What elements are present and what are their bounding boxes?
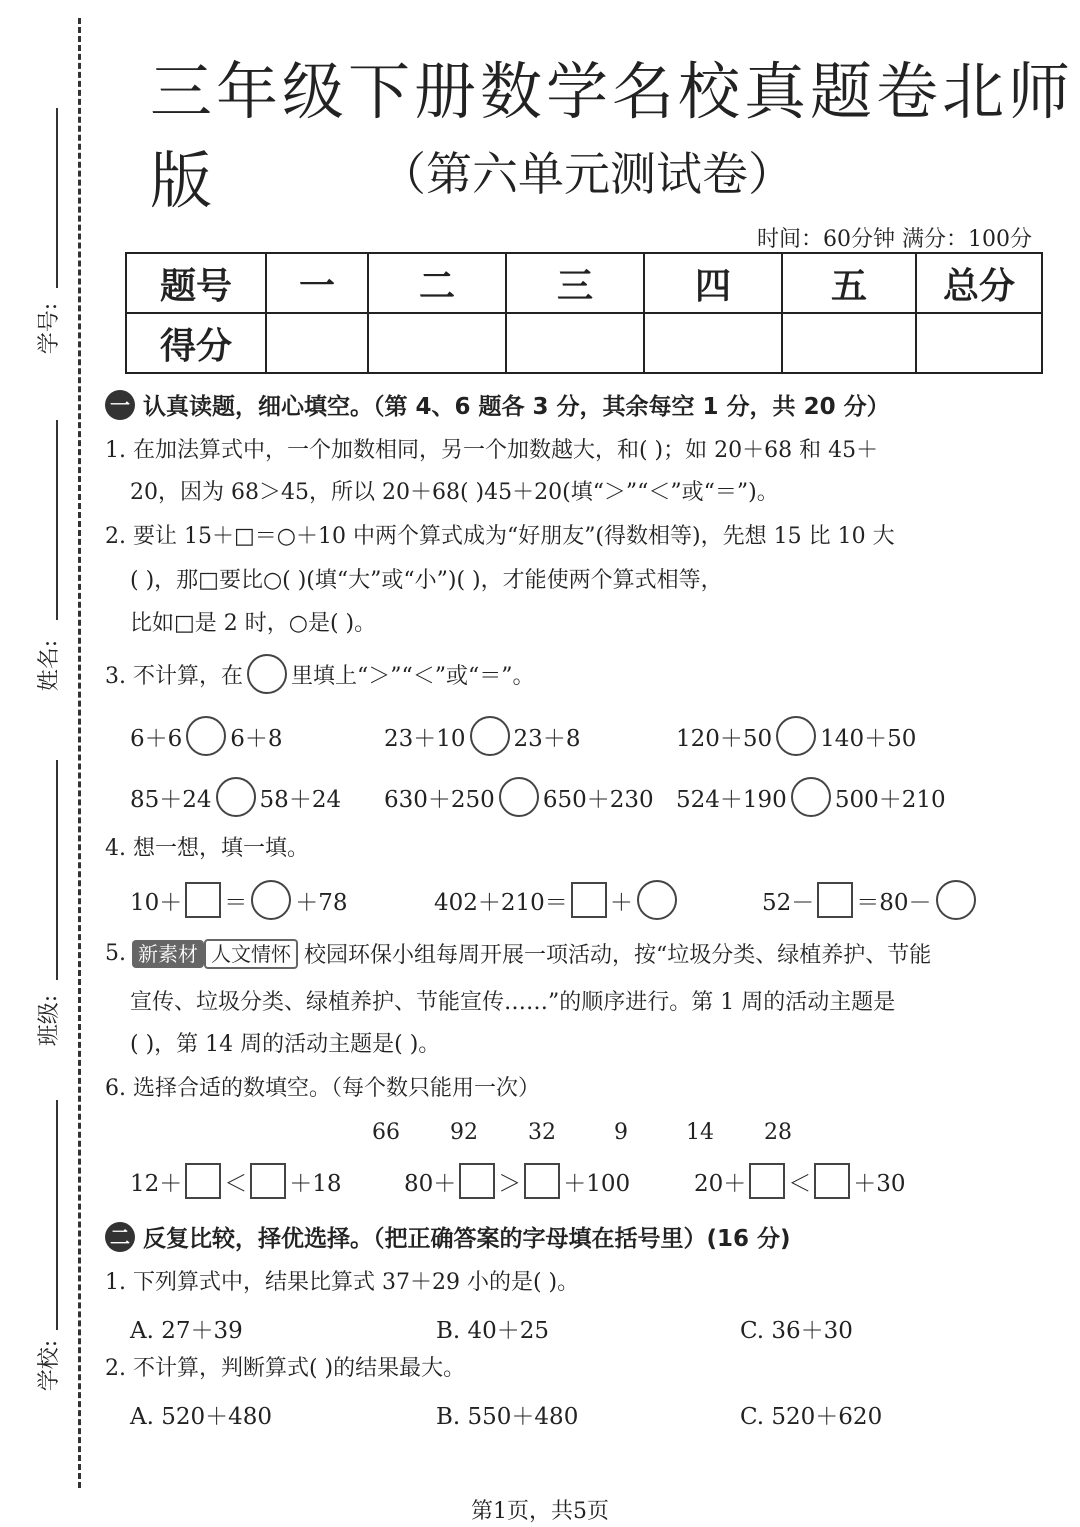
compare-left: 120＋50 <box>676 725 773 752</box>
question-1-2-line1: 2. 要让 15＋□＝○＋10 中两个算式成为“好朋友”(得数相等)，先想 15 比 10 大 <box>105 524 895 549</box>
answer-square[interactable] <box>250 1163 286 1199</box>
compare-circle[interactable] <box>470 716 510 756</box>
side-field-school <box>22 1100 62 1400</box>
compare-left: 85＋24 <box>130 786 212 813</box>
equation-text: 12＋ <box>130 1170 183 1197</box>
question-1-2-line3: 比如□是 2 时，○是( )。 <box>130 611 377 636</box>
compare-left: 23＋10 <box>384 725 466 752</box>
option-b[interactable]: B. 550＋480 <box>436 1404 579 1430</box>
equation-text: 80＋ <box>404 1170 457 1197</box>
compare-circle[interactable] <box>499 777 539 817</box>
question-1-1-line2: 20，因为 68＞45，所以 20＋68( )45＋20(填“＞”“＜”或“＝”)。 <box>130 480 779 505</box>
question-2-2: 2. 不计算，判断算式( )的结果最大。 <box>105 1356 466 1381</box>
score-table-score-row <box>126 313 1042 373</box>
inequality <box>404 1163 630 1199</box>
question-1-5-line3: ( )，第 14 周的活动主题是( )。 <box>130 1032 441 1057</box>
compare-right: 6＋8 <box>230 725 283 752</box>
new-material-tag: 新素材 <box>132 940 204 968</box>
answer-square[interactable] <box>459 1163 495 1199</box>
class-label: 班级: <box>37 994 63 1047</box>
section-1-heading <box>105 388 890 421</box>
section-1-badge: 一 <box>105 390 135 420</box>
question-1-5-line1 <box>105 938 931 969</box>
equation-text: 20＋ <box>694 1170 747 1197</box>
compare-circle[interactable] <box>216 777 256 817</box>
equation-text: ＜ <box>788 1170 812 1197</box>
binding-dashed-line <box>78 18 81 1488</box>
option-c[interactable]: C. 36＋30 <box>740 1318 853 1344</box>
class-line[interactable] <box>56 760 58 980</box>
score-header-cell: 三 <box>506 253 644 313</box>
compare-item <box>130 777 341 817</box>
score-header-cell: 五 <box>782 253 916 313</box>
question-2-1: 1. 下列算式中，结果比算式 37＋29 小的是( )。 <box>105 1270 580 1295</box>
question-1-3-post: 里填上“＞”“＜”或“＝”。 <box>290 663 535 689</box>
compare-circle[interactable] <box>791 777 831 817</box>
equation-text: ＋78 <box>295 889 348 916</box>
equation-text: 402＋210＝ <box>434 889 568 916</box>
section-2-badge: 二 <box>105 1222 135 1252</box>
score-cell[interactable] <box>368 313 506 373</box>
pool-number: 14 <box>686 1120 714 1145</box>
answer-square[interactable] <box>571 882 607 918</box>
pool-number: 32 <box>528 1120 556 1145</box>
equation-text: ＋ <box>609 889 633 916</box>
question-1-3-pre: 3. 不计算，在 <box>105 663 243 689</box>
circle-example-icon <box>247 654 287 694</box>
compare-right: 23＋8 <box>513 725 581 752</box>
exam-meta: 时间：60分钟 满分：100分 <box>757 227 1032 252</box>
pool-number: 92 <box>450 1120 478 1145</box>
score-header-cell: 二 <box>368 253 506 313</box>
name-line[interactable] <box>56 420 58 620</box>
score-header-cell: 一 <box>266 253 368 313</box>
question-number: 5. <box>105 941 126 966</box>
question-1-4-title: 4. 想一想，填一填。 <box>105 836 309 861</box>
answer-square[interactable] <box>185 1163 221 1199</box>
score-cell[interactable] <box>266 313 368 373</box>
option-a[interactable]: A. 520＋480 <box>130 1404 273 1430</box>
fill-equation <box>762 880 980 920</box>
option-c[interactable]: C. 520＋620 <box>740 1404 883 1430</box>
student-no-line[interactable] <box>56 108 58 288</box>
answer-square[interactable] <box>817 882 853 918</box>
answer-square[interactable] <box>814 1163 850 1199</box>
score-row-label: 得分 <box>126 313 266 373</box>
compare-left: 524＋190 <box>676 786 787 813</box>
score-cell[interactable] <box>782 313 916 373</box>
answer-circle[interactable] <box>637 880 677 920</box>
equation-text: ＞ <box>498 1170 522 1197</box>
score-table <box>125 252 1043 374</box>
question-1-6-title: 6. 选择合适的数填空。（每个数只能用一次） <box>105 1076 540 1101</box>
name-label: 姓名: <box>37 639 63 692</box>
compare-left: 630＋250 <box>384 786 495 813</box>
option-b[interactable]: B. 40＋25 <box>436 1318 550 1344</box>
pool-number: 28 <box>764 1120 792 1145</box>
section-2-heading <box>105 1220 791 1253</box>
equation-text: ＝ <box>224 889 248 916</box>
question-1-2-line2: ( )，那□要比○( )(填“大”或“小”)( )，才能使两个算式相等， <box>130 568 723 593</box>
page-footer: 第1页，共5页 <box>471 1499 609 1524</box>
equation-text: ＋30 <box>853 1170 906 1197</box>
page-subtitle: （第六单元测试卷） <box>380 147 794 201</box>
equation-text: ＋18 <box>289 1170 342 1197</box>
score-table-header-row <box>126 253 1042 313</box>
section-2-title: 反复比较，择优选择。（把正确答案的字母填在括号里）(16 分) <box>143 1226 791 1252</box>
compare-item <box>130 716 283 756</box>
inequality <box>130 1163 342 1199</box>
answer-square[interactable] <box>524 1163 560 1199</box>
side-field-student-no <box>22 108 63 355</box>
compare-left: 6＋6 <box>130 725 183 752</box>
school-line[interactable] <box>56 1100 58 1330</box>
compare-item <box>384 777 654 817</box>
section-1-title: 认真读题，细心填空。（第 4、6 题各 3 分，其余每空 1 分，共 20 分） <box>143 394 890 420</box>
score-cell[interactable] <box>506 313 644 373</box>
humanities-tag: 人文情怀 <box>204 939 298 969</box>
equation-text: 52－ <box>762 889 815 916</box>
inequality <box>694 1163 906 1199</box>
question-1-1-line1: 1. 在加法算式中，一个加数相同，另一个加数越大，和( )；如 20＋68 和 45＋ <box>105 438 879 463</box>
equation-text: 10＋ <box>130 889 183 916</box>
answer-circle[interactable] <box>936 880 976 920</box>
fill-equation <box>434 880 681 920</box>
option-a[interactable]: A. 27＋39 <box>130 1318 243 1344</box>
equation-text: ＜ <box>224 1170 248 1197</box>
question-1-3 <box>105 654 534 694</box>
compare-item <box>676 777 946 817</box>
score-header-cell: 题号 <box>126 253 266 313</box>
answer-circle[interactable] <box>251 880 291 920</box>
compare-circle[interactable] <box>776 716 816 756</box>
side-field-class <box>22 760 62 1050</box>
score-cell[interactable] <box>916 313 1042 373</box>
answer-square[interactable] <box>185 882 221 918</box>
compare-right: 58＋24 <box>259 786 342 813</box>
student-no-label: 学号: <box>37 302 63 355</box>
school-label: 学校: <box>37 1339 63 1392</box>
score-cell[interactable] <box>644 313 782 373</box>
compare-right: 650＋230 <box>542 786 654 813</box>
page-title: 三年级下册数学名校真题卷北师版 <box>150 55 1075 217</box>
equation-text: ＋100 <box>563 1170 631 1197</box>
score-header-cell: 总分 <box>916 253 1042 313</box>
side-field-name <box>22 420 62 690</box>
score-header-cell: 四 <box>644 253 782 313</box>
question-1-5-line2: 宣传、垃圾分类、绿植养护、节能宣传……”的顺序进行。第 1 周的活动主题是 <box>130 990 896 1015</box>
compare-circle[interactable] <box>186 716 226 756</box>
question-text: 校园环保小组每周开展一项活动，按“垃圾分类、绿植养护、节能 <box>304 943 932 968</box>
pool-number: 66 <box>372 1120 400 1145</box>
compare-right: 500＋210 <box>834 786 946 813</box>
compare-right: 140＋50 <box>820 725 917 752</box>
compare-item <box>676 716 916 756</box>
equation-text: ＝80－ <box>856 889 932 916</box>
fill-equation <box>130 880 348 920</box>
compare-item <box>384 716 580 756</box>
answer-square[interactable] <box>749 1163 785 1199</box>
number-pool <box>372 1120 792 1145</box>
pool-number: 9 <box>614 1120 628 1145</box>
